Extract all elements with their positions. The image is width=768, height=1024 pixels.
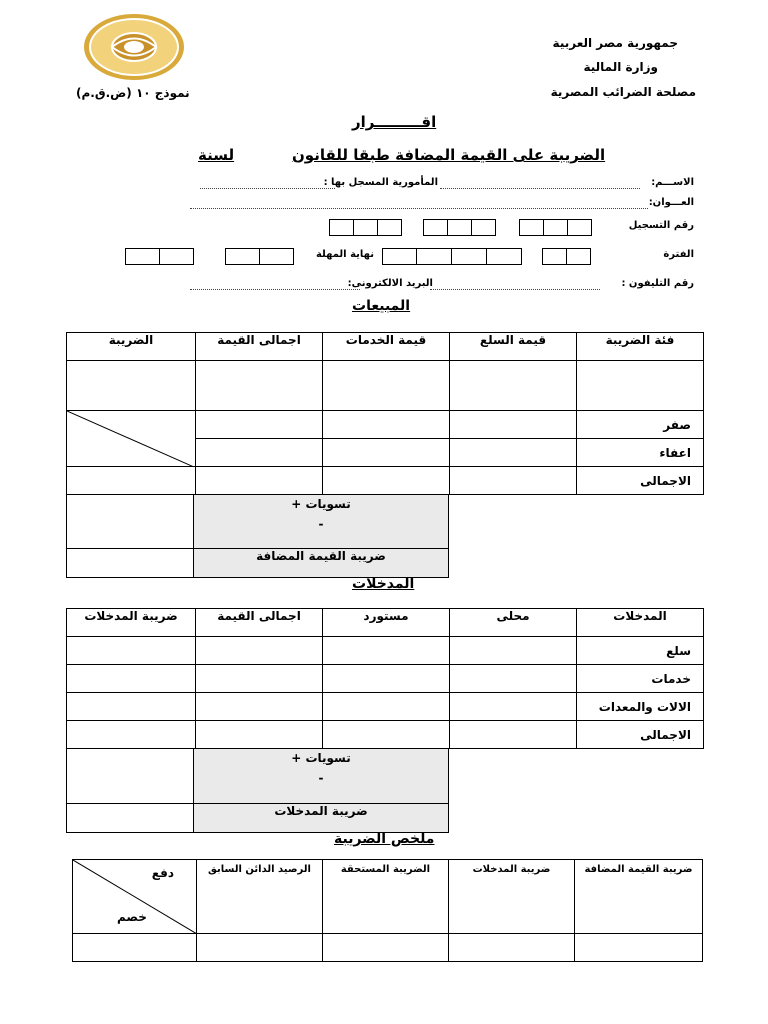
reg-no-box-group-2[interactable] bbox=[423, 219, 496, 236]
cell[interactable] bbox=[323, 467, 450, 495]
inputs-header-total: اجمالى القيمة bbox=[196, 609, 323, 637]
reg-no-box-group-3[interactable] bbox=[329, 219, 402, 236]
cell[interactable] bbox=[196, 467, 323, 495]
inputs-adjust-table bbox=[66, 748, 449, 833]
cell[interactable] bbox=[196, 411, 323, 439]
sales-table bbox=[66, 332, 704, 495]
sales-header-tax: الضريبة bbox=[67, 333, 196, 361]
cell[interactable] bbox=[196, 665, 323, 693]
deadline-box-group-2[interactable] bbox=[125, 248, 194, 265]
row-label-total: الاجمالى bbox=[577, 467, 704, 495]
inputs-adjust-label: تسويات + - bbox=[194, 749, 449, 804]
summary-header-input-tax: ضريبة المدخلات bbox=[449, 860, 575, 934]
cell[interactable] bbox=[450, 693, 577, 721]
sales-adjust-table bbox=[66, 494, 449, 578]
authority-name: مصلحة الضرائب المصرية bbox=[550, 85, 696, 99]
office-field[interactable] bbox=[200, 188, 335, 189]
summary-header-due: الضريبة المستحقة bbox=[323, 860, 449, 934]
table-row bbox=[67, 467, 704, 495]
table-row bbox=[67, 665, 704, 693]
deduct-label: خصم bbox=[117, 910, 147, 924]
summary-header-vat: ضريبة القيمة المضافة bbox=[575, 860, 703, 934]
address-field[interactable] bbox=[190, 208, 648, 209]
vat-label: ضريبة القيمة المضافة bbox=[194, 549, 449, 578]
sales-heading: المبيعات bbox=[352, 298, 411, 314]
declaration-title: اقـــــــــرار bbox=[352, 113, 437, 131]
sales-header-category: فئة الضريبة bbox=[577, 333, 704, 361]
input-tax-value[interactable] bbox=[67, 804, 194, 833]
cell[interactable] bbox=[450, 721, 577, 749]
phone-field[interactable] bbox=[430, 289, 600, 290]
period-box-group-1[interactable] bbox=[542, 248, 591, 265]
cell[interactable] bbox=[196, 439, 323, 467]
sales-adjust-value[interactable] bbox=[67, 495, 194, 549]
name-field[interactable] bbox=[440, 188, 640, 189]
country-name: جمهورية مصر العربية bbox=[552, 36, 678, 50]
form-number: نموذج ١٠ (ض.ق.م) bbox=[76, 86, 190, 100]
cell[interactable] bbox=[67, 467, 196, 495]
row-label-equipment: الالات والمعدات bbox=[577, 693, 704, 721]
row-label-services: خدمات bbox=[577, 665, 704, 693]
cell[interactable] bbox=[196, 693, 323, 721]
inputs-header-local: محلى bbox=[450, 609, 577, 637]
cell[interactable] bbox=[323, 721, 450, 749]
deadline-box-group-1[interactable] bbox=[225, 248, 294, 265]
diagonal-line-icon bbox=[67, 411, 194, 467]
email-label: البريد الالكترونى: bbox=[347, 278, 433, 289]
inputs-heading: المدخلات bbox=[352, 576, 415, 592]
cell[interactable] bbox=[323, 439, 450, 467]
cell[interactable] bbox=[323, 637, 450, 665]
address-label: العـــوان: bbox=[648, 197, 694, 208]
ministry-seal-icon bbox=[82, 12, 186, 82]
cell[interactable] bbox=[450, 439, 577, 467]
cell[interactable] bbox=[450, 467, 577, 495]
cell[interactable] bbox=[196, 637, 323, 665]
vat-value[interactable] bbox=[67, 549, 194, 578]
cell[interactable] bbox=[323, 934, 449, 962]
ministry-logo bbox=[82, 12, 186, 82]
summary-header-prev-credit: الرصيد الدائن السابق bbox=[197, 860, 323, 934]
email-field[interactable] bbox=[190, 289, 360, 290]
inputs-table bbox=[66, 608, 704, 749]
inputs-header-tax: ضريبة المدخلات bbox=[67, 609, 196, 637]
row-label-zero: صفر bbox=[577, 411, 704, 439]
cell[interactable] bbox=[577, 361, 704, 411]
cell[interactable] bbox=[67, 637, 196, 665]
table-row bbox=[67, 693, 704, 721]
table-row bbox=[73, 934, 703, 962]
table-row bbox=[67, 361, 704, 411]
summary-table bbox=[72, 859, 703, 962]
cell[interactable] bbox=[450, 361, 577, 411]
reg-no-box-group-1[interactable] bbox=[519, 219, 592, 236]
row-label-inputs-total: الاجمالى bbox=[577, 721, 704, 749]
ministry-name: وزارة المالية bbox=[583, 60, 658, 74]
sales-adjust-label: تسويات + - bbox=[194, 495, 449, 549]
sales-header-total: اجمالى القيمة bbox=[196, 333, 323, 361]
cell[interactable] bbox=[323, 693, 450, 721]
cell[interactable] bbox=[67, 361, 196, 411]
table-row bbox=[67, 637, 704, 665]
inputs-header-imported: مستورد bbox=[323, 609, 450, 637]
cell[interactable] bbox=[197, 934, 323, 962]
year-label: لسنة bbox=[198, 146, 235, 164]
table-row bbox=[67, 411, 704, 439]
cell[interactable] bbox=[323, 665, 450, 693]
input-tax-label: ضريبة المدخلات bbox=[194, 804, 449, 833]
inputs-header-inputs: المدخلات bbox=[577, 609, 704, 637]
cell[interactable] bbox=[575, 934, 703, 962]
phone-label: رقم التليفون : bbox=[621, 278, 694, 289]
cell[interactable] bbox=[450, 637, 577, 665]
cell[interactable] bbox=[73, 934, 197, 962]
table-row bbox=[67, 721, 704, 749]
cell[interactable] bbox=[67, 665, 196, 693]
cell[interactable] bbox=[449, 934, 575, 962]
cell[interactable] bbox=[67, 693, 196, 721]
form-subtitle: الضريبة على القيمة المضافة طبقا للقانون bbox=[292, 146, 606, 164]
row-label-exempt: اعفاء bbox=[577, 439, 704, 467]
cell[interactable] bbox=[196, 721, 323, 749]
pay-deduct-cell bbox=[73, 860, 197, 934]
period-box-group-2[interactable] bbox=[382, 248, 522, 265]
row-label-goods: سلع bbox=[577, 637, 704, 665]
cell[interactable] bbox=[67, 721, 196, 749]
office-label: المأمورية المسجل بها : bbox=[323, 177, 438, 188]
diagonal-cell bbox=[67, 411, 196, 467]
period-label: الفترة bbox=[663, 249, 694, 260]
cell[interactable] bbox=[323, 411, 450, 439]
name-label: الاســـم: bbox=[651, 177, 694, 188]
pay-label: دفع bbox=[151, 866, 174, 880]
cell[interactable] bbox=[450, 411, 577, 439]
deadline-label: نهاية المهلة bbox=[315, 249, 374, 260]
summary-heading: ملخص الضريبة bbox=[334, 831, 435, 847]
cell[interactable] bbox=[196, 361, 323, 411]
inputs-adjust-value[interactable] bbox=[67, 749, 194, 804]
cell[interactable] bbox=[450, 665, 577, 693]
sales-header-services: قيمة الخدمات bbox=[323, 333, 450, 361]
reg-no-label: رقم التسجيل bbox=[628, 220, 694, 231]
cell[interactable] bbox=[323, 361, 450, 411]
sales-header-goods: قيمة السلع bbox=[450, 333, 577, 361]
